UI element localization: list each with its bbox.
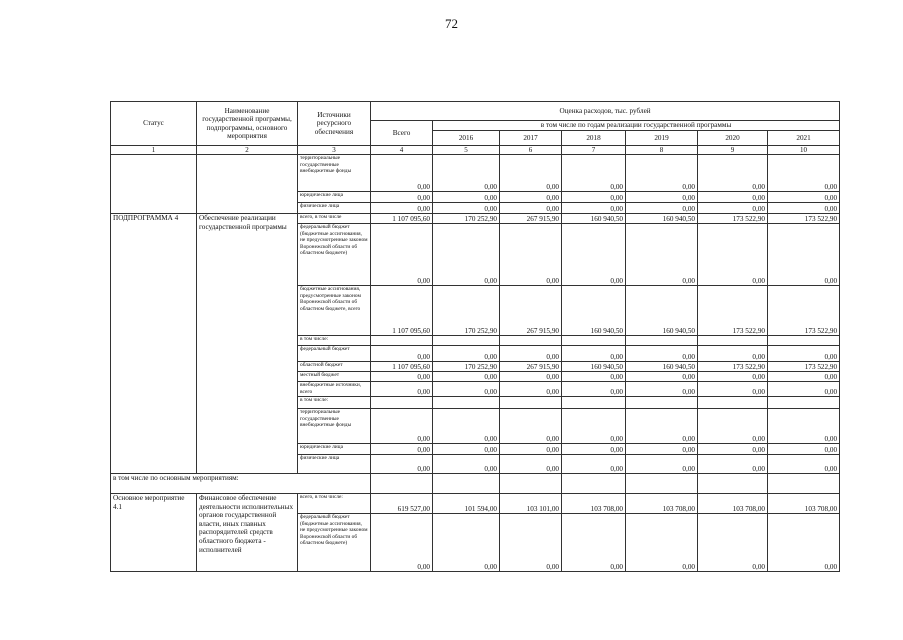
source-cell: юридические лица — [298, 192, 371, 203]
year-value-cell: 103 708,00 — [698, 494, 768, 514]
year-value-cell: 170 252,90 — [433, 214, 500, 224]
year-value-cell: 160 940,50 — [626, 214, 698, 224]
source-cell: физические лица — [298, 203, 371, 214]
year-value-cell — [562, 474, 626, 494]
year-value-cell: 0,00 — [433, 444, 500, 455]
year-value-cell: 0,00 — [768, 192, 840, 203]
total-value-cell: 0,00 — [371, 224, 433, 286]
column-number: 4 — [371, 146, 433, 155]
year-value-cell: 0,00 — [626, 409, 698, 444]
status-cell: ПОДПРОГРАММА 4 — [111, 214, 197, 474]
year-value-cell: 0,00 — [562, 372, 626, 382]
year-value-cell: 173 522,90 — [768, 286, 840, 336]
year-value-cell: 0,00 — [500, 455, 562, 474]
source-cell: всего, в том числе — [298, 214, 371, 224]
year-value-cell: 173 522,90 — [698, 214, 768, 224]
year-value-cell — [562, 336, 626, 346]
year-value-cell: 103 708,00 — [626, 494, 698, 514]
year-value-cell: 0,00 — [500, 346, 562, 362]
year-value-cell: 0,00 — [562, 409, 626, 444]
total-value-cell: 0,00 — [371, 514, 433, 572]
year-value-cell: 0,00 — [768, 224, 840, 286]
year-value-cell: 0,00 — [433, 203, 500, 214]
year-value-cell: 160 940,50 — [562, 362, 626, 372]
year-value-cell — [500, 336, 562, 346]
header-total: Всего — [371, 121, 433, 146]
year-value-cell: 0,00 — [626, 455, 698, 474]
source-cell: областной бюджет — [298, 362, 371, 372]
year-value-cell: 0,00 — [698, 514, 768, 572]
year-value-cell — [626, 336, 698, 346]
year-value-cell: 0,00 — [562, 155, 626, 192]
year-value-cell: 0,00 — [626, 346, 698, 362]
column-number: 10 — [768, 146, 840, 155]
year-value-cell: 0,00 — [698, 224, 768, 286]
year-value-cell: 0,00 — [698, 192, 768, 203]
year-value-cell: 0,00 — [562, 192, 626, 203]
year-value-cell: 0,00 — [768, 455, 840, 474]
year-value-cell: 267 915,90 — [500, 286, 562, 336]
header-year: 2017 — [500, 131, 562, 146]
year-value-cell: 0,00 — [626, 382, 698, 397]
source-cell: всего, в том числе: — [298, 494, 371, 514]
total-value-cell: 0,00 — [371, 192, 433, 203]
name-cell — [197, 155, 298, 214]
total-value-cell: 0,00 — [371, 203, 433, 214]
year-value-cell: 160 940,50 — [562, 214, 626, 224]
year-value-cell: 160 940,50 — [562, 286, 626, 336]
name-cell: Финансовое обеспечение деятельности исполнительных органов государственной власти, иных главных распорядителей средств областного бюджета - исполнителей — [197, 494, 298, 572]
year-value-cell: 0,00 — [500, 409, 562, 444]
year-value-cell: 0,00 — [768, 444, 840, 455]
year-value-cell: 103 708,00 — [768, 494, 840, 514]
year-value-cell: 0,00 — [500, 382, 562, 397]
year-value-cell: 173 522,90 — [698, 362, 768, 372]
year-value-cell: 0,00 — [698, 346, 768, 362]
year-value-cell: 0,00 — [626, 444, 698, 455]
source-cell: физические лица — [298, 455, 371, 474]
year-value-cell: 0,00 — [698, 372, 768, 382]
header-year: 2019 — [626, 131, 698, 146]
year-value-cell — [433, 474, 500, 494]
year-value-cell — [500, 474, 562, 494]
table-body — [111, 155, 840, 572]
year-value-cell: 0,00 — [433, 372, 500, 382]
year-value-cell: 0,00 — [433, 192, 500, 203]
year-value-cell: 0,00 — [433, 224, 500, 286]
year-value-cell — [433, 397, 500, 409]
source-cell: бюджетные ассигнования, предусмотренные законом Воронежской области об областном бюджете, всего — [298, 286, 371, 336]
year-value-cell — [500, 397, 562, 409]
year-value-cell: 101 594,00 — [433, 494, 500, 514]
total-value-cell: 1 107 095,60 — [371, 286, 433, 336]
header-year: 2018 — [562, 131, 626, 146]
source-cell: местный бюджет — [298, 372, 371, 382]
year-value-cell: 0,00 — [562, 444, 626, 455]
status-cell: Основное мероприятие 4.1 — [111, 494, 197, 572]
year-value-cell — [698, 397, 768, 409]
total-value-cell: 0,00 — [371, 444, 433, 455]
year-value-cell — [626, 474, 698, 494]
year-value-cell: 0,00 — [698, 382, 768, 397]
header-by-years: в том числе по годам реализации государственной программы — [433, 121, 840, 131]
header-estimate: Оценка расходов, тыс. рублей — [371, 102, 840, 121]
year-value-cell: 170 252,90 — [433, 286, 500, 336]
year-value-cell: 0,00 — [500, 444, 562, 455]
source-cell: в том числе: — [298, 397, 371, 409]
table-row — [111, 214, 840, 224]
status-cell — [111, 155, 197, 214]
budget-table — [110, 101, 840, 572]
year-value-cell: 0,00 — [562, 203, 626, 214]
year-value-cell: 0,00 — [562, 455, 626, 474]
table-row — [111, 494, 840, 514]
year-value-cell — [768, 336, 840, 346]
header-sources: Источники ресурсного обеспечения — [298, 102, 371, 146]
header-status: Статус — [111, 102, 197, 146]
year-value-cell: 0,00 — [698, 409, 768, 444]
year-value-cell — [768, 397, 840, 409]
year-value-cell: 0,00 — [500, 372, 562, 382]
total-value-cell — [371, 474, 433, 494]
table-row — [111, 155, 840, 192]
year-value-cell: 0,00 — [768, 372, 840, 382]
year-value-cell: 0,00 — [562, 346, 626, 362]
year-value-cell: 0,00 — [768, 346, 840, 362]
year-value-cell: 0,00 — [500, 192, 562, 203]
year-value-cell — [433, 336, 500, 346]
year-value-cell: 0,00 — [626, 192, 698, 203]
total-value-cell — [371, 336, 433, 346]
year-value-cell: 0,00 — [768, 203, 840, 214]
header-year: 2020 — [698, 131, 768, 146]
year-value-cell — [626, 397, 698, 409]
year-value-cell: 0,00 — [626, 224, 698, 286]
column-number: 8 — [626, 146, 698, 155]
source-cell: федеральный бюджет (бюджетные ассигнования, не предусмотренные законом Воронежской области об областном бюджете) — [298, 514, 371, 572]
header-year: 2021 — [768, 131, 840, 146]
total-value-cell: 0,00 — [371, 155, 433, 192]
total-value-cell: 0,00 — [371, 372, 433, 382]
year-value-cell: 0,00 — [698, 444, 768, 455]
year-value-cell: 267 915,90 — [500, 214, 562, 224]
total-value-cell: 0,00 — [371, 346, 433, 362]
source-cell: юридические лица — [298, 444, 371, 455]
year-value-cell: 0,00 — [562, 382, 626, 397]
year-value-cell: 0,00 — [562, 224, 626, 286]
year-value-cell: 0,00 — [768, 409, 840, 444]
column-number: 6 — [500, 146, 562, 155]
header-name: Наименование государственной программы, подпрограммы, основного мероприятия — [197, 102, 298, 146]
year-value-cell: 0,00 — [768, 382, 840, 397]
year-value-cell: 0,00 — [500, 203, 562, 214]
year-value-cell — [768, 474, 840, 494]
column-number: 7 — [562, 146, 626, 155]
year-value-cell: 173 522,90 — [768, 362, 840, 372]
total-value-cell: 619 527,00 — [371, 494, 433, 514]
year-value-cell: 0,00 — [500, 155, 562, 192]
year-value-cell: 0,00 — [433, 382, 500, 397]
year-value-cell: 0,00 — [500, 514, 562, 572]
year-value-cell: 0,00 — [626, 155, 698, 192]
header-year: 2016 — [433, 131, 500, 146]
page-number: 72 — [445, 16, 458, 31]
year-value-cell: 173 522,90 — [768, 214, 840, 224]
year-value-cell: 0,00 — [433, 346, 500, 362]
year-value-cell: 0,00 — [433, 409, 500, 444]
year-value-cell: 160 940,50 — [626, 362, 698, 372]
table-header — [111, 102, 840, 155]
year-value-cell — [698, 474, 768, 494]
total-value-cell: 1 107 095,60 — [371, 362, 433, 372]
table-row — [111, 474, 840, 494]
column-number: 2 — [197, 146, 298, 155]
year-value-cell: 0,00 — [433, 155, 500, 192]
year-value-cell: 0,00 — [562, 514, 626, 572]
year-value-cell — [562, 397, 626, 409]
year-value-cell: 0,00 — [768, 514, 840, 572]
name-cell: Обеспечение реализации государственной программы — [197, 214, 298, 474]
total-value-cell: 0,00 — [371, 455, 433, 474]
year-value-cell: 0,00 — [626, 514, 698, 572]
column-number: 5 — [433, 146, 500, 155]
status-cell: в том числе по основным мероприятиям: — [111, 474, 371, 494]
year-value-cell: 103 708,00 — [562, 494, 626, 514]
year-value-cell: 0,00 — [768, 155, 840, 192]
year-value-cell: 170 252,90 — [433, 362, 500, 372]
year-value-cell: 103 101,00 — [500, 494, 562, 514]
source-cell: территориальные государственные внебюджетные фонды — [298, 409, 371, 444]
column-number: 3 — [298, 146, 371, 155]
total-value-cell — [371, 397, 433, 409]
source-cell: федеральный бюджет — [298, 346, 371, 362]
year-value-cell: 0,00 — [626, 372, 698, 382]
source-cell: территориальные государственные внебюджетные фонды — [298, 155, 371, 192]
column-number: 9 — [698, 146, 768, 155]
year-value-cell: 0,00 — [626, 203, 698, 214]
year-value-cell: 267 915,90 — [500, 362, 562, 372]
source-cell: внебюджетные источники, всего — [298, 382, 371, 397]
year-value-cell: 0,00 — [698, 203, 768, 214]
year-value-cell: 173 522,90 — [698, 286, 768, 336]
total-value-cell: 0,00 — [371, 382, 433, 397]
source-cell: федеральный бюджет (бюджетные ассигнования, не предусмотренные законом Воронежской области об областном бюджете) — [298, 224, 371, 286]
total-value-cell: 0,00 — [371, 409, 433, 444]
year-value-cell: 0,00 — [698, 455, 768, 474]
year-value-cell: 160 940,50 — [626, 286, 698, 336]
column-number: 1 — [111, 146, 197, 155]
year-value-cell: 0,00 — [433, 514, 500, 572]
year-value-cell: 0,00 — [698, 155, 768, 192]
total-value-cell: 1 107 095,60 — [371, 214, 433, 224]
year-value-cell: 0,00 — [500, 224, 562, 286]
year-value-cell: 0,00 — [433, 455, 500, 474]
source-cell: в том числе: — [298, 336, 371, 346]
year-value-cell — [698, 336, 768, 346]
